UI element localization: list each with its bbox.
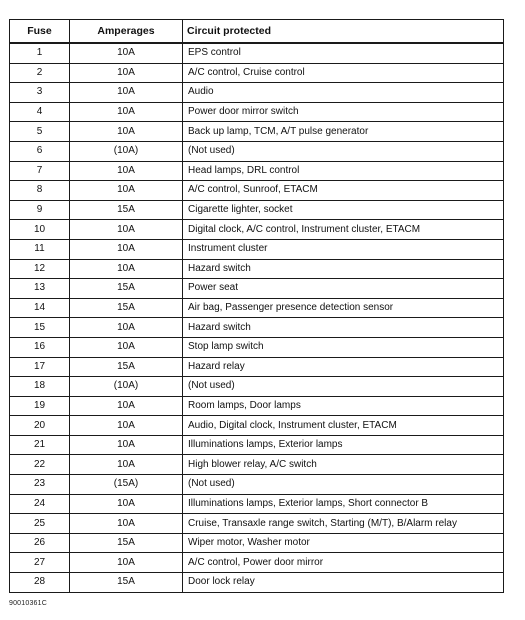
table-row: [10, 533, 504, 553]
fuse-number-cell: 17: [10, 357, 70, 377]
amperage-cell: 15A: [70, 279, 183, 299]
table-row: [10, 573, 504, 593]
amperage-cell: 10A: [70, 122, 183, 142]
circuit-protected-cell: Audio, Digital clock, Instrument cluster, ETACM: [183, 416, 504, 436]
table-row: [10, 200, 504, 220]
table-row: [10, 239, 504, 259]
amperage-cell: 10A: [70, 396, 183, 416]
circuit-protected-cell: Door lock relay: [183, 573, 504, 593]
amperage-cell: 10A: [70, 43, 183, 63]
fuse-number-cell: 13: [10, 279, 70, 299]
amperage-cell: 15A: [70, 298, 183, 318]
fuse-number-cell: 2: [10, 63, 70, 83]
amperage-cell: (15A): [70, 475, 183, 495]
circuit-protected-cell: Instrument cluster: [183, 239, 504, 259]
circuit-protected-cell: Air bag, Passenger presence detection sensor: [183, 298, 504, 318]
table-row: [10, 161, 504, 181]
table-row: [10, 357, 504, 377]
circuit-protected-cell: Hazard switch: [183, 259, 504, 279]
header-circuit-protected: Circuit protected: [183, 20, 504, 44]
fuse-number-cell: 4: [10, 102, 70, 122]
table-row: [10, 377, 504, 397]
circuit-protected-cell: Power seat: [183, 279, 504, 299]
amperage-cell: 10A: [70, 220, 183, 240]
circuit-protected-cell: Head lamps, DRL control: [183, 161, 504, 181]
table-row: [10, 416, 504, 436]
circuit-protected-cell: Hazard relay: [183, 357, 504, 377]
amperage-cell: 15A: [70, 533, 183, 553]
fuse-number-cell: 3: [10, 83, 70, 103]
fuse-number-cell: 26: [10, 533, 70, 553]
fuse-number-cell: 7: [10, 161, 70, 181]
figure-code: 90010361C: [9, 600, 47, 607]
table-row: [10, 553, 504, 573]
table-row: [10, 396, 504, 416]
header-amperages: Amperages: [70, 20, 183, 44]
table-row: [10, 181, 504, 201]
amperage-cell: 10A: [70, 455, 183, 475]
table-row: [10, 122, 504, 142]
table-row: [10, 43, 504, 63]
amperage-cell: 10A: [70, 337, 183, 357]
circuit-protected-cell: Illuminations lamps, Exterior lamps: [183, 435, 504, 455]
fuse-number-cell: 18: [10, 377, 70, 397]
circuit-protected-cell: Audio: [183, 83, 504, 103]
circuit-protected-cell: Digital clock, A/C control, Instrument cluster, ETACM: [183, 220, 504, 240]
amperage-cell: 10A: [70, 102, 183, 122]
table-row: [10, 337, 504, 357]
circuit-protected-cell: Cruise, Transaxle range switch, Starting (M/T), B/Alarm relay: [183, 514, 504, 534]
table-row: [10, 514, 504, 534]
circuit-protected-cell: High blower relay, A/C switch: [183, 455, 504, 475]
table-row: [10, 141, 504, 161]
fuse-number-cell: 21: [10, 435, 70, 455]
fuse-number-cell: 9: [10, 200, 70, 220]
amperage-cell: (10A): [70, 141, 183, 161]
fuse-number-cell: 20: [10, 416, 70, 436]
circuit-protected-cell: EPS control: [183, 43, 504, 63]
circuit-protected-cell: (Not used): [183, 377, 504, 397]
table-row: [10, 259, 504, 279]
fuse-number-cell: 22: [10, 455, 70, 475]
table-row: [10, 455, 504, 475]
fuse-number-cell: 16: [10, 337, 70, 357]
amperage-cell: 15A: [70, 357, 183, 377]
amperage-cell: 10A: [70, 318, 183, 338]
amperage-cell: 10A: [70, 435, 183, 455]
table-row: [10, 298, 504, 318]
fuse-number-cell: 5: [10, 122, 70, 142]
circuit-protected-cell: Hazard switch: [183, 318, 504, 338]
amperage-cell: (10A): [70, 377, 183, 397]
amperage-cell: 10A: [70, 514, 183, 534]
header-fuse: Fuse: [10, 20, 70, 44]
fuse-number-cell: 27: [10, 553, 70, 573]
fuse-number-cell: 25: [10, 514, 70, 534]
circuit-protected-cell: Wiper motor, Washer motor: [183, 533, 504, 553]
amperage-cell: 15A: [70, 200, 183, 220]
table-row: [10, 102, 504, 122]
amperage-cell: 10A: [70, 553, 183, 573]
table-row: [10, 318, 504, 338]
fuse-number-cell: 14: [10, 298, 70, 318]
amperage-cell: 15A: [70, 573, 183, 593]
circuit-protected-cell: A/C control, Cruise control: [183, 63, 504, 83]
table-row: [10, 475, 504, 495]
circuit-protected-cell: Power door mirror switch: [183, 102, 504, 122]
fuse-number-cell: 11: [10, 239, 70, 259]
fuse-number-cell: 23: [10, 475, 70, 495]
circuit-protected-cell: Cigarette lighter, socket: [183, 200, 504, 220]
amperage-cell: 10A: [70, 83, 183, 103]
header-row: [10, 20, 504, 44]
table-row: [10, 220, 504, 240]
circuit-protected-cell: (Not used): [183, 475, 504, 495]
fuse-number-cell: 8: [10, 181, 70, 201]
amperage-cell: 10A: [70, 239, 183, 259]
fuse-number-cell: 10: [10, 220, 70, 240]
circuit-protected-cell: (Not used): [183, 141, 504, 161]
fuse-number-cell: 6: [10, 141, 70, 161]
table-row: [10, 83, 504, 103]
table-body: [10, 43, 504, 592]
amperage-cell: 10A: [70, 63, 183, 83]
circuit-protected-cell: A/C control, Sunroof, ETACM: [183, 181, 504, 201]
amperage-cell: 10A: [70, 161, 183, 181]
fuse-number-cell: 1: [10, 43, 70, 63]
fuse-number-cell: 19: [10, 396, 70, 416]
fuse-table: [9, 19, 504, 593]
amperage-cell: 10A: [70, 259, 183, 279]
table-row: [10, 494, 504, 514]
fuse-number-cell: 28: [10, 573, 70, 593]
circuit-protected-cell: Back up lamp, TCM, A/T pulse generator: [183, 122, 504, 142]
circuit-protected-cell: Stop lamp switch: [183, 337, 504, 357]
fuse-number-cell: 15: [10, 318, 70, 338]
amperage-cell: 10A: [70, 181, 183, 201]
table-row: [10, 435, 504, 455]
table-row: [10, 279, 504, 299]
circuit-protected-cell: Illuminations lamps, Exterior lamps, Short connector B: [183, 494, 504, 514]
amperage-cell: 10A: [70, 494, 183, 514]
table-header: [10, 20, 504, 44]
circuit-protected-cell: Room lamps, Door lamps: [183, 396, 504, 416]
fuse-number-cell: 24: [10, 494, 70, 514]
table-row: [10, 63, 504, 83]
fuse-number-cell: 12: [10, 259, 70, 279]
circuit-protected-cell: A/C control, Power door mirror: [183, 553, 504, 573]
amperage-cell: 10A: [70, 416, 183, 436]
